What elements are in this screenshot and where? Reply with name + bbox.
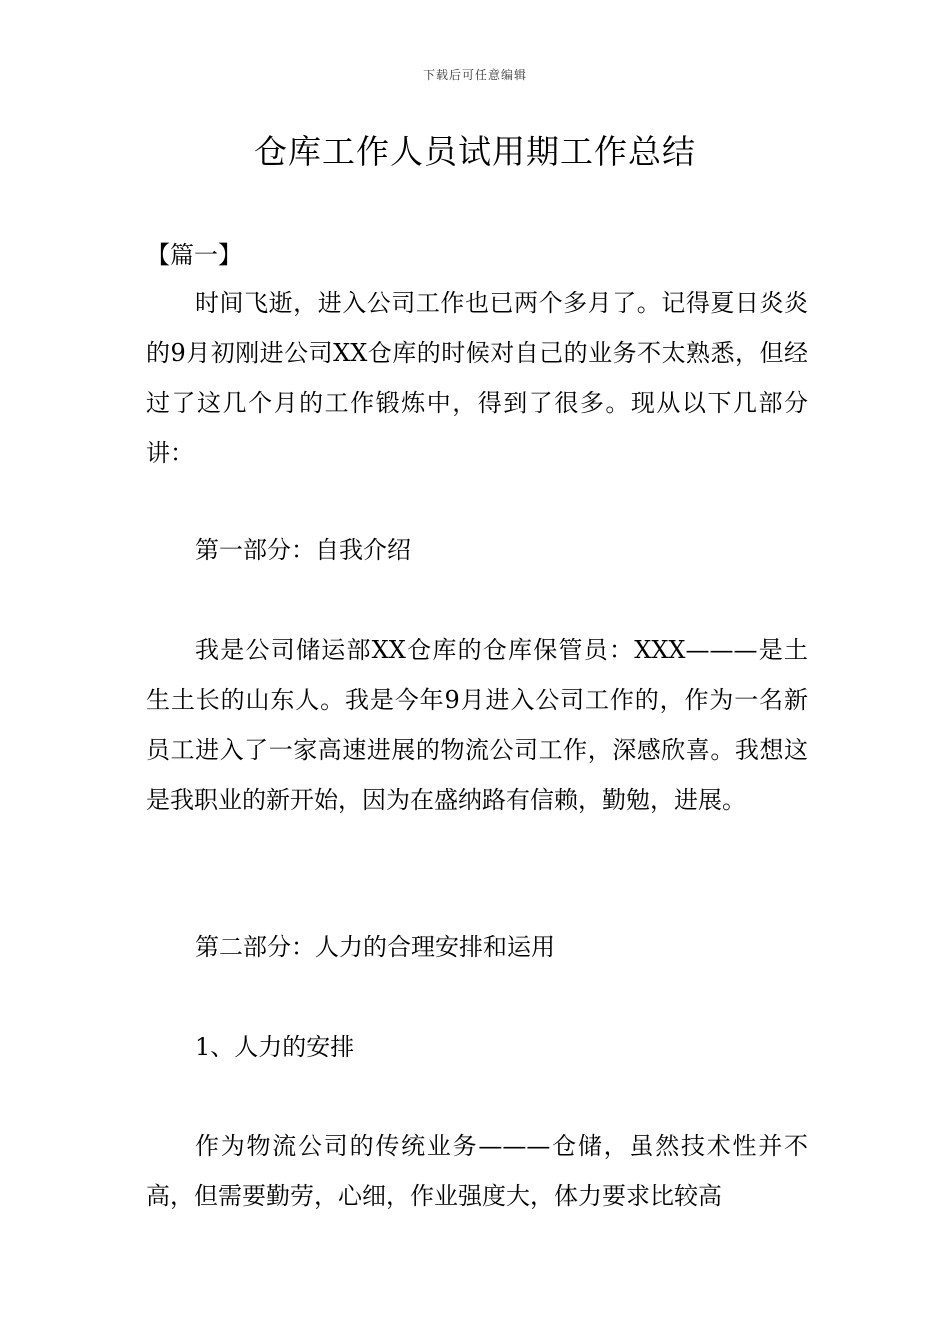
- part2-paragraph: 作为物流公司的传统业务———仓储，虽然技术性并不高，但需要勤劳，心细，作业强度大，体力要求比较高: [146, 1132, 808, 1210]
- part1-paragraph: 我是公司储运部XX仓库的仓库保管员：XXX———是土生土长的山东人。我是今年9月进入公司工作的，作为一名新员工进入了一家高速进展的物流公司工作，深感欣喜。我想这是我职业的新开始，因为在盛纳路有信赖，勤勉，进展。: [146, 636, 808, 814]
- header-note: 下载后可任意编辑: [422, 68, 527, 82]
- part2-subheading: 1、人力的安排: [195, 1033, 355, 1061]
- part2-heading: 第二部分：人力的合理安排和运用: [195, 933, 555, 961]
- section-label: 【篇一】: [146, 241, 242, 269]
- intro-paragraph: 时间飞逝，进入公司工作也已两个多月了。记得夏日炎炎的9月初刚进公司XX仓库的时候对自己的业务不太熟悉，但经过了这几个月的工作锻炼中，得到了很多。现从以下几部分讲：: [146, 289, 808, 467]
- document-title: 仓库工作人员试用期工作总结: [254, 132, 696, 171]
- part1-heading: 第一部分：自我介绍: [195, 536, 411, 564]
